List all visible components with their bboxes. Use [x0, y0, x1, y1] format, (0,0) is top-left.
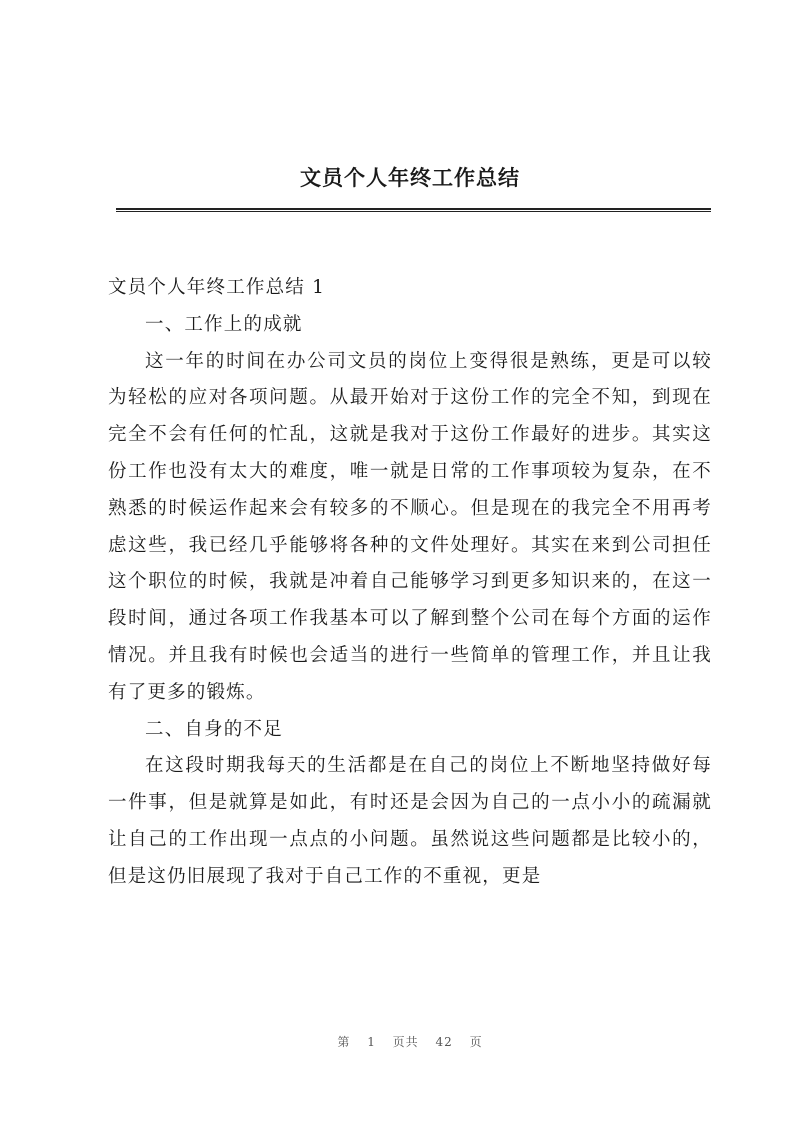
document-body — [108, 270, 712, 896]
footer-total-pages: 42 — [435, 1035, 453, 1049]
footer-label-page: 第 — [337, 1035, 351, 1049]
page-footer — [0, 1033, 800, 1050]
paragraph-shortcomings: 在这段时期我每天的生活都是在自己的岗位上不断地坚持做好每一件事，但是就算是如此，有时还是会因为自己的一点小小的疏漏就让自己的工作出现一点点的小问题。虽然说这些问题都是比较小的，但是这仍旧展现了我对于自己工作的不重视，更是 — [108, 755, 712, 887]
footer-label-of: 页共 — [392, 1035, 419, 1049]
document-title: 文员个人年终工作总结 — [300, 165, 520, 190]
paragraph-achievements: 这一年的时间在办公司文员的岗位上变得很是熟练，更是可以较为轻松的应对各项问题。从最开始对于这份工作的完全不知，到现在完全不会有任何的忙乱，这就是我对于这份工作最好的进步。其实这份工作也没有太大的难度，唯一就是日常的工作事项较为复杂，在不熟悉的时候运作起来会有较多的不顺心。但是现在的我完全不用再考虑这些，我已经几乎能够将各种的文件处理好。其实在来到公司担任这个职位的时候，我就是冲着自己能够学习到更多知识来的，在这一段时间，通过各项工作我基本可以了解到整个公司在每个方面的运作情况。并且我有时候也会适当的进行一些简单的管理工作，并且让我有了更多的锻炼。 — [108, 350, 712, 703]
section-title: 文员个人年终工作总结 1 — [108, 277, 326, 298]
footer-current-page: 1 — [367, 1035, 376, 1049]
heading-shortcomings: 二、自身的不足 — [145, 718, 283, 740]
footer-label-pages: 页 — [469, 1035, 483, 1049]
heading-achievements: 一、工作上的成就 — [145, 313, 303, 335]
title-divider — [116, 208, 711, 212]
